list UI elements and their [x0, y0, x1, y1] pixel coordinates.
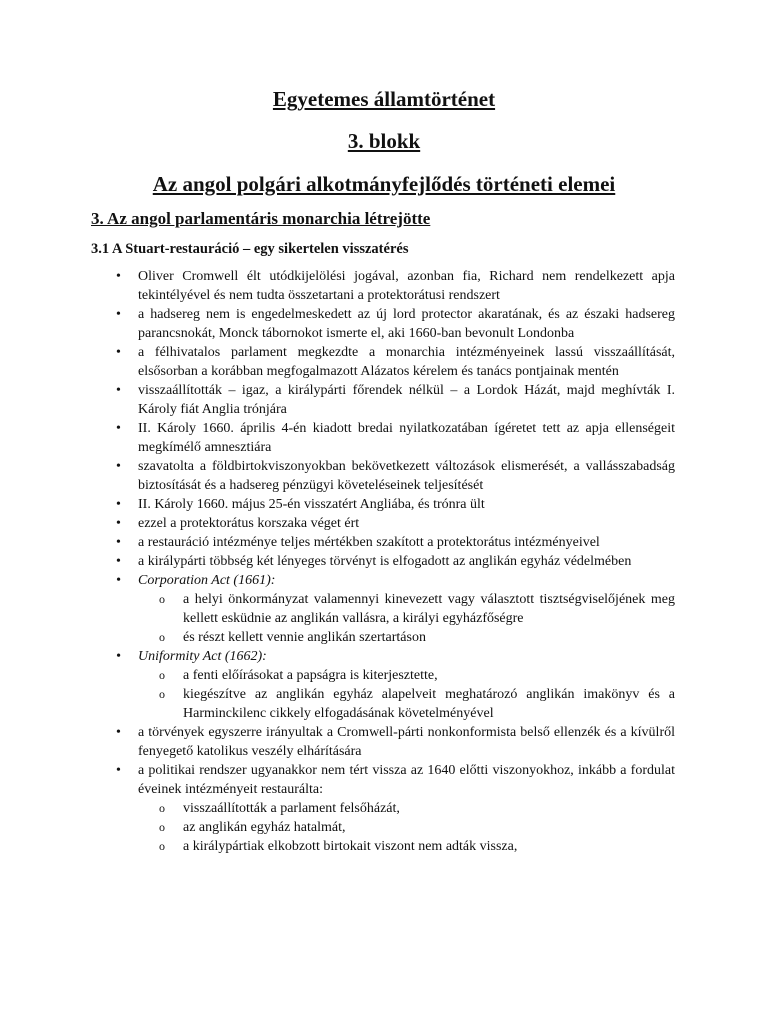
list-item: • visszaállították – igaz, a királypárti főrendek nélkül – a Lordok Házát, majd meghívták I. Károly fiát Anglia trónjára: [138, 381, 675, 419]
sub-list-item: o a fenti előírásokat a papságra is kiterjesztette,: [183, 666, 675, 685]
sub-list-item: o az anglikán egyház hatalmát,: [183, 818, 675, 837]
list-item: • a hadsereg nem is engedelmeskedett az új lord protector akaratának, és az északi hadsereg parancsnokát, Monck tábornokot ismerte el, aki 1660-ban bevonult Londonba: [138, 305, 675, 343]
document-title: Egyetemes államtörténet: [272, 87, 496, 111]
list-item: • a törvények egyszerre irányultak a Cromwell-párti nonkonformista belső ellenzék és a kívülről fenyegető katolikus veszély elhárítására: [138, 723, 675, 761]
corporation-act-label: • Corporation Act (1661):: [138, 571, 675, 590]
uniformity-act-label: • Uniformity Act (1662):: [138, 647, 675, 666]
block-number: 3. blokk: [347, 129, 421, 153]
sub-list-item: o a királypártiak elkobzott birtokait viszont nem adták vissza,: [183, 837, 675, 856]
sub-list-item: o a helyi önkormányzat valamennyi kinevezett vagy választott tisztségviselőjének meg kellett esküdnie az anglikán vallásra, a királyi egyházfőségre: [183, 590, 675, 628]
list-item: • Oliver Cromwell élt utódkijelölési jogával, azonban fia, Richard nem rendelkezett apja tekintélyével és nem tudta összetartani a protektorátusi rendszert: [138, 267, 675, 305]
sub-list-item: o visszaállították a parlament felsőházát,: [183, 799, 675, 818]
sub-list-item: o kiegészítve az anglikán egyház alapelveit meghatározó anglikán imakönyv és a Harminckilenc cikkely elfogadásának követelményével: [183, 685, 675, 723]
list-item: • a politikai rendszer ugyanakkor nem tért vissza az 1640 előtti viszonyokhoz, inkább a fordulat éveinek intézményeit restaurálta:: [138, 761, 675, 799]
bullet-list: [0, 267, 768, 856]
section-heading: 3. Az angol parlamentáris monarchia létrejötte: [91, 209, 431, 228]
document-subtitle: Az angol polgári alkotmányfejlődés történeti elemei: [152, 172, 616, 196]
subsection-heading: 3.1 A Stuart-restauráció – egy sikertelen visszatérés: [91, 241, 409, 257]
list-item: • II. Károly 1660. május 25-én visszatért Angliába, és trónra ült: [138, 495, 675, 514]
list-item: • szavatolta a földbirtokviszonyokban bekövetkezett változások elismerését, a vallásszabadság biztosítását és a hadsereg pénzügyi követeléseinek teljesítését: [138, 457, 675, 495]
list-item: • ezzel a protektorátus korszaka véget ért: [138, 514, 675, 533]
list-item: • a félhivatalos parlament megkezdte a monarchia intézményeinek lassú visszaállítását, elsősorban a korábban megfogalmazott Alázatos kérelem és tanács pontjainak mentén: [138, 343, 675, 381]
list-item: • a restauráció intézménye teljes mértékben szakított a protektorátus intézményeivel: [138, 533, 675, 552]
list-item: • a királypárti többség két lényeges törvényt is elfogadott az anglikán egyház védelmében: [138, 552, 675, 571]
sub-list-item: o és részt kellett vennie anglikán szertartáson: [183, 628, 675, 647]
list-item: • II. Károly 1660. április 4-én kiadott bredai nyilatkozatában ígéretet tett az apja ellenségeit megkímélő amnesztiára: [138, 419, 675, 457]
